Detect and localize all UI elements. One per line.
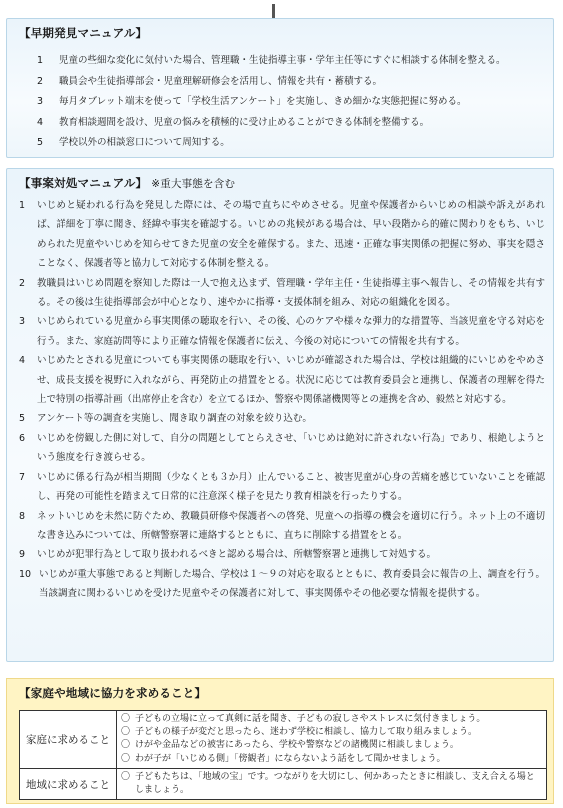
item-text: 教職員はいじめ問題を察知した際は一人で抱え込まず、管理職・学年主任・生徒指導主事へ報告し、その情報を共有する。その後は生徒指導部会が中心となり、速やかに指導・支援体制を組み、対応の組織化を図る。 bbox=[37, 277, 545, 309]
item-number: 3 bbox=[37, 96, 44, 108]
list-item bbox=[7, 429, 545, 468]
item-text: 学校以外の相談窓口について周知する。 bbox=[59, 137, 230, 149]
incident-response-list bbox=[7, 196, 545, 604]
item-text: 児童の些細な変化に気付いた場合、管理職・生徒指導主事・学年主任等にすぐに相談する体制を整える。 bbox=[59, 55, 506, 66]
item-number: 5 bbox=[37, 137, 44, 149]
list-item bbox=[121, 753, 542, 766]
item-number: 10 bbox=[19, 568, 32, 580]
item-number: 4 bbox=[19, 355, 26, 367]
list-item bbox=[7, 409, 545, 428]
item-text: いじめと疑われる行為を発見した際には、その場で直ちにやめさせる。児童や保護者からいじめの相談や訴えがあれば、詳細を丁寧に聞き、経緯や事実を確認する。いじめの兆候がある場合は、早い段階から的確に関わりをもち、いじめられた児童やいじめを知らせてきた児童の安全を確保する。また、迅速・正確な事実関係の把握に努め、事実を隠さことなく、保護者等と協力して対応する体制を整える。 bbox=[37, 200, 545, 270]
item-text: 子どもたちは、「地域の宝」です。つながりを大切にし、何かあったときに相談し、支え合える場としましょう。 bbox=[135, 771, 535, 796]
bullet-circle-icon: 〇 bbox=[121, 753, 131, 764]
item-text: 教育相談週間を設け、児童の悩みを積極的に受け止めることができる体制を整備する。 bbox=[59, 116, 430, 128]
list-item bbox=[7, 545, 545, 564]
list-item bbox=[7, 312, 545, 351]
cooperation-panel bbox=[6, 678, 554, 804]
list-item bbox=[121, 726, 542, 739]
list-item bbox=[121, 739, 542, 752]
bullet-circle-icon: 〇 bbox=[121, 727, 131, 738]
item-text: いじめを傍観した側に対して、自分の問題としてとらえさせ、「いじめは絶対に許されない行為」であり、根絶しようという態度を行き渡らせる。 bbox=[37, 432, 545, 464]
bullet-circle-icon: 〇 bbox=[121, 740, 131, 751]
list-item bbox=[7, 92, 545, 113]
list-item bbox=[7, 351, 545, 409]
item-text: いじめが犯罪行為として取り扱われるべきと認める場合は、所轄警察署と連携して対処する。 bbox=[37, 549, 437, 561]
item-number: 2 bbox=[19, 277, 26, 289]
list-item bbox=[121, 713, 542, 726]
item-text: いじめたとされる児童についても事実関係の聴取を行い、いじめが確認された場合は、学校は組織的にいじめをやめさせ、成長支援を視野に入れながら、再発防止の措置をとる。状況に応じては教育委員会と連携し、保護者の理解を得た上で特別の指導計画（出席停止を含む）を立てるほか、警察や関係諸機関等との連携を含め、毅然と対応する。 bbox=[37, 355, 545, 406]
item-text: 子どもの様子が変だと思ったら、迷わず学校に相談し、協力して取り組みましょう。 bbox=[135, 727, 478, 738]
early-detection-title: 【早期発見マニュアル】 bbox=[19, 26, 148, 40]
list-item bbox=[7, 565, 545, 604]
early-detection-list bbox=[7, 51, 545, 154]
item-text: いじめられている児童から事実関係の聴取を行い、その後、心のケアや様々な弾力的な措置等、当該児童を守る対応を行う。また、家庭訪問等により正確な情報を保護者に伝え、今後の対応についての情報を共有する。 bbox=[37, 316, 545, 347]
bullet-circle-icon: 〇 bbox=[121, 714, 131, 724]
list-item bbox=[7, 274, 545, 313]
item-number: 2 bbox=[37, 75, 44, 87]
list-item bbox=[7, 507, 545, 546]
item-number: 7 bbox=[19, 471, 26, 483]
list-item bbox=[121, 771, 542, 797]
item-text: 毎月タブレット端末を使って「学校生活アンケート」を実施し、きめ細かな実態把握に努める。 bbox=[59, 96, 467, 108]
row-label-community: 地域に求めること bbox=[20, 768, 117, 799]
item-number: 3 bbox=[19, 316, 26, 328]
item-number: 8 bbox=[19, 510, 26, 522]
item-text: いじめが重大事態であると判断した場合、学校は１～９の対応を取るとともに、教育委員会に報告の上、調査を行う。当該調査に関わるいじめを受けた児童やその保護者に対して、事実関係やその他必要な情報を提供する。 bbox=[39, 568, 545, 600]
table-row bbox=[20, 768, 547, 799]
list-item bbox=[7, 51, 545, 72]
item-number: 1 bbox=[19, 200, 26, 211]
item-text: 職員会や生徒指導部会・児童理解研修会を活用し、情報を共有・蓄積する。 bbox=[59, 75, 383, 87]
community-requests bbox=[117, 768, 547, 799]
item-text: いじめに係る行為が相当期間（少なくとも３か月）止んでいること、被害児童が心身の苦痛を感じていないことを確認し、再発の可能性を踏まえて日常的に注意深く様子を見たり教育相談を行ったりする。 bbox=[37, 471, 545, 503]
cooperation-title: 【家庭や地域に協力を求めること】 bbox=[19, 686, 207, 700]
early-detection-panel bbox=[6, 18, 554, 158]
incident-response-title-text: 【事案対処マニュアル】 bbox=[19, 176, 148, 190]
item-text: アンケート等の調査を実施し、聞き取り調査の対象を絞り込む。 bbox=[37, 413, 312, 425]
cooperation-table bbox=[19, 710, 547, 800]
item-text: わが子が「いじめる側」「傍観者」にならないよう話をして聞かせましょう。 bbox=[135, 753, 446, 764]
item-number: 9 bbox=[19, 549, 26, 561]
incident-response-title bbox=[19, 175, 235, 191]
table-row bbox=[20, 711, 547, 769]
serious-case-note: ※重大事態を含む bbox=[151, 178, 236, 190]
item-text: けがや金品などの被害にあったら、学校や警察などの諸機関に相談しましょう。 bbox=[135, 740, 459, 751]
list-item bbox=[7, 468, 545, 507]
incident-response-panel bbox=[6, 168, 554, 662]
item-number: 4 bbox=[37, 116, 44, 128]
item-text: 子どもの立場に立って真剣に話を聞き、子どもの寂しさやストレスに気付きましょう。 bbox=[135, 714, 486, 724]
list-item bbox=[7, 113, 545, 134]
item-text: ネットいじめを未然に防ぐため、教職員研修や保護者への啓発、児童への指導の機会を適切に行う。ネット上の不適切な書き込みについては、所轄警察署に連絡するとともに、直ちに削除する措置をとる。 bbox=[37, 510, 545, 541]
item-number: 6 bbox=[19, 432, 26, 444]
home-requests bbox=[117, 711, 547, 769]
list-item bbox=[7, 196, 545, 274]
connector-line bbox=[272, 4, 275, 18]
list-item bbox=[7, 72, 545, 93]
row-label-home: 家庭に求めること bbox=[20, 711, 117, 769]
item-number: 1 bbox=[37, 55, 44, 66]
item-number: 5 bbox=[19, 413, 26, 425]
list-item bbox=[7, 133, 545, 154]
bullet-circle-icon: 〇 bbox=[121, 771, 131, 782]
